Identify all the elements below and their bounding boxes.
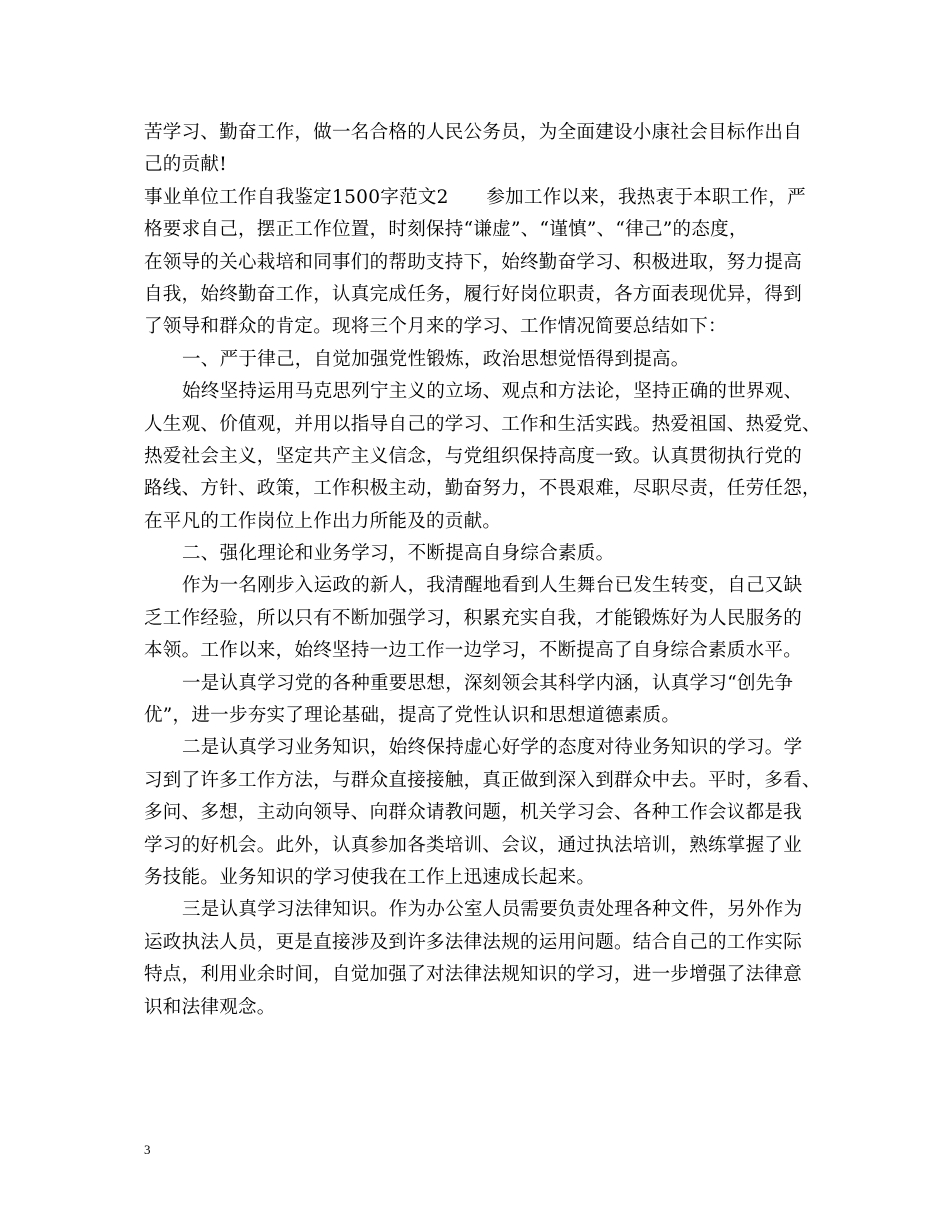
text-line: 在平凡的工作岗位上作出力所能及的贡献。 — [144, 510, 502, 532]
text-line: 务技能。业务知识的学习使我在工作上迅速成长起来。 — [144, 866, 596, 888]
text-line: 习到了许多工作方法，与群众直接接触，真正做到深入到群众中去。平时，多看、 — [144, 769, 821, 791]
text-line: 作为一名刚步入运政的新人，我清醒地看到人生舞台已发生转变，自己又缺 — [182, 575, 803, 597]
text-line: 三是认真学习法律知识。作为办公室人员需要负责处理各种文件，另外作为 — [182, 899, 803, 921]
text-line: 格要求自己，摆正工作位置，时刻保持“谦虚”、“谨慎”、“律己”的态度， — [144, 219, 748, 241]
text-line: 苦学习、勤奋工作，做一名合格的人民公务员，为全面建设小康社会目标作出自 — [144, 122, 803, 143]
text-line: 乏工作经验，所以只有不断加强学习，积累充实自我，才能锻炼好为人民服务的 — [144, 607, 803, 629]
text-line: 热爱社会主义，坚定共产主义信念，与党组织保持高度一致。认真贯彻执行党的 — [144, 445, 803, 467]
text-line: 学习的好机会。此外，认真参加各类培训、会议，通过执法培训，熟练掌握了业 — [144, 834, 803, 856]
text-line: 运政执法人员，更是直接涉及到许多法律法规的运用问题。结合自己的工作实际 — [144, 931, 803, 953]
text-line: 多问、多想，主动向领导、向群众请教问题，机关学习会、各种工作会议都是我 — [144, 802, 803, 824]
text-line: 二是认真学习业务知识，始终保持虚心好学的态度对待业务知识的学习。学 — [182, 737, 803, 759]
text-line: 优”，进一步夯实了理论基础，提高了党性认识和思想道德素质。 — [144, 705, 681, 727]
text-line: 特点，利用业余时间，自觉加强了对法律法规知识的学习，进一步增强了法律意 — [144, 964, 803, 986]
text-line: 识和法律观念。 — [144, 996, 276, 1018]
text-line: 事业单位工作自我鉴定1500字范文2 参加工作以来，我热衷于本职工作，严 — [144, 186, 806, 208]
text-line: 人生观、价值观，并用以指导自己的学习、工作和生活实践。热爱祖国、热爱党、 — [144, 413, 821, 435]
text-line: 二、强化理论和业务学习，不断提高自身综合素质。 — [182, 543, 615, 565]
document-body — [144, 117, 824, 1024]
text-line: 在领导的关心栽培和同事们的帮助支持下，始终勤奋学习、积极进取，努力提高 — [144, 251, 803, 273]
text-line: 一是认真学习党的各种重要思想，深刻领会其科学内涵，认真学习“创先争 — [182, 672, 794, 694]
text-line: 己的贡献! — [144, 154, 227, 176]
text-line: 始终坚持运用马克思列宁主义的立场、观点和方法论，坚持正确的世界观、 — [182, 381, 803, 403]
text-line: 了领导和群众的肯定。现将三个月来的学习、工作情况简要总结如下： — [144, 316, 727, 338]
text-line: 本领。工作以来，始终坚持一边工作一边学习，不断提高了自身综合素质水平。 — [144, 640, 803, 662]
text-line: 路线、方针、政策，工作积极主动，勤奋努力，不畏艰难，尽职尽责，任劳任怨， — [144, 478, 821, 500]
text-line: 自我，始终勤奋工作，认真完成任务，履行好岗位职责，各方面表现优异，得到 — [144, 283, 803, 305]
page-number: 3 — [144, 1142, 151, 1157]
text-line: 一、严于律己，自觉加强党性锻炼，政治思想觉悟得到提高。 — [182, 348, 690, 370]
